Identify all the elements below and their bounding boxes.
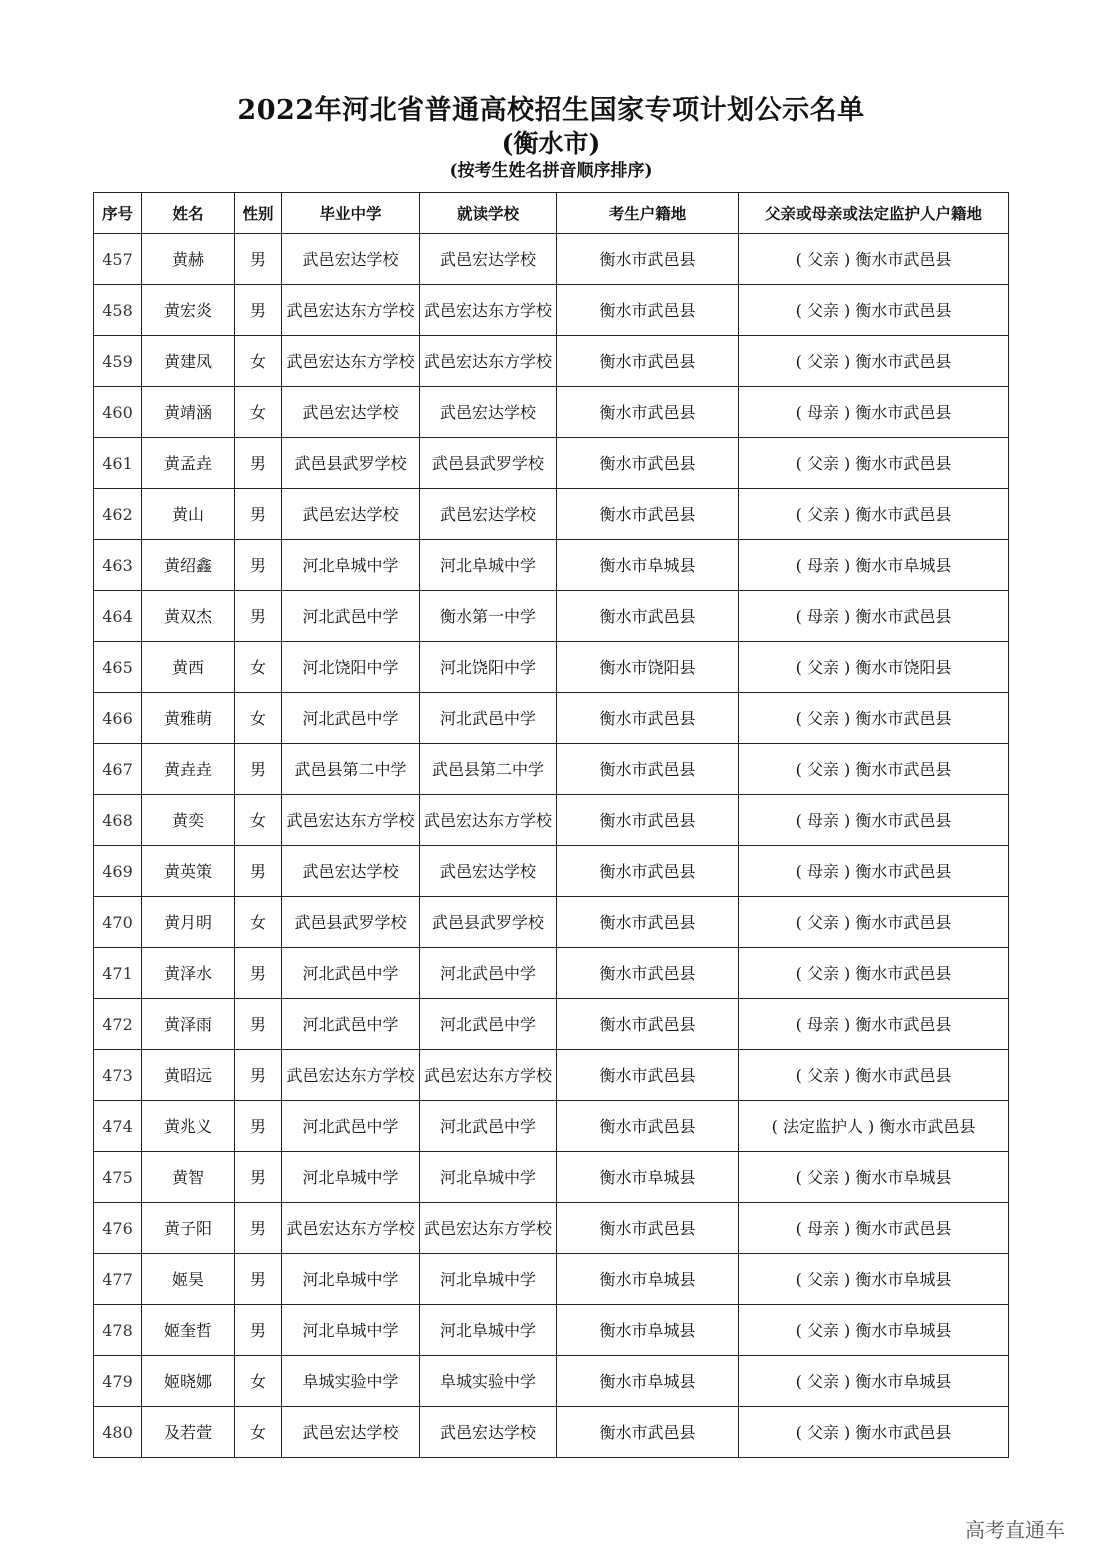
name-cell: 黄双杰 [142, 591, 235, 642]
gender-cell: 女 [235, 897, 282, 948]
guardian-residence-cell: ( 父亲 ) 衡水市武邑县 [739, 336, 1009, 387]
current-school-cell: 河北阜城中学 [420, 540, 557, 591]
student-residence-cell: 衡水市武邑县 [557, 591, 739, 642]
guardian-residence-cell: ( 父亲 ) 衡水市武邑县 [739, 1407, 1009, 1458]
current-school-cell: 武邑县武罗学校 [420, 438, 557, 489]
student-residence-cell: 衡水市武邑县 [557, 1407, 739, 1458]
guardian-residence-cell: ( 父亲 ) 衡水市阜城县 [739, 1254, 1009, 1305]
table-row [94, 234, 1009, 285]
current-school-cell: 河北阜城中学 [420, 1152, 557, 1203]
student-residence-cell: 衡水市饶阳县 [557, 642, 739, 693]
graduation-school-cell: 河北阜城中学 [282, 1152, 420, 1203]
graduation-school-cell: 武邑宏达东方学校 [282, 336, 420, 387]
current-school-cell: 河北武邑中学 [420, 693, 557, 744]
seq-cell: 459 [94, 336, 142, 387]
name-cell: 黄宏炎 [142, 285, 235, 336]
current-school-cell: 武邑宏达东方学校 [420, 336, 557, 387]
table-row [94, 489, 1009, 540]
name-cell: 黄垚垚 [142, 744, 235, 795]
student-residence-cell: 衡水市阜城县 [557, 1356, 739, 1407]
seq-cell: 457 [94, 234, 142, 285]
student-residence-cell: 衡水市武邑县 [557, 1101, 739, 1152]
name-cell: 及若萱 [142, 1407, 235, 1458]
gender-cell: 男 [235, 744, 282, 795]
current-school-cell: 阜城实验中学 [420, 1356, 557, 1407]
student-residence-cell: 衡水市武邑县 [557, 234, 739, 285]
current-school-cell: 河北饶阳中学 [420, 642, 557, 693]
seq-cell: 475 [94, 1152, 142, 1203]
guardian-residence-cell: ( 母亲 ) 衡水市武邑县 [739, 846, 1009, 897]
current-school-cell: 河北武邑中学 [420, 999, 557, 1050]
guardian-residence-cell: ( 父亲 ) 衡水市饶阳县 [739, 642, 1009, 693]
student-residence-cell: 衡水市武邑县 [557, 1050, 739, 1101]
watermark: 高考直通车 [965, 1518, 1065, 1542]
table-row [94, 1203, 1009, 1254]
table-row [94, 1407, 1009, 1458]
student-residence-cell: 衡水市阜城县 [557, 1305, 739, 1356]
name-cell: 黄泽雨 [142, 999, 235, 1050]
table-row [94, 591, 1009, 642]
header-name: 姓名 [142, 193, 235, 234]
current-school-cell: 河北武邑中学 [420, 948, 557, 999]
guardian-residence-cell: ( 父亲 ) 衡水市武邑县 [739, 489, 1009, 540]
gender-cell: 女 [235, 336, 282, 387]
guardian-residence-cell: ( 父亲 ) 衡水市武邑县 [739, 1050, 1009, 1101]
header-current-school: 就读学校 [420, 193, 557, 234]
current-school-cell: 武邑宏达学校 [420, 489, 557, 540]
table-row [94, 285, 1009, 336]
current-school-cell: 河北阜城中学 [420, 1254, 557, 1305]
current-school-cell: 武邑宏达东方学校 [420, 1050, 557, 1101]
graduation-school-cell: 武邑宏达学校 [282, 1407, 420, 1458]
gender-cell: 女 [235, 795, 282, 846]
seq-cell: 479 [94, 1356, 142, 1407]
student-residence-cell: 衡水市阜城县 [557, 1152, 739, 1203]
seq-cell: 468 [94, 795, 142, 846]
name-cell: 黄山 [142, 489, 235, 540]
gender-cell: 男 [235, 540, 282, 591]
graduation-school-cell: 武邑宏达东方学校 [282, 285, 420, 336]
graduation-school-cell: 武邑宏达东方学校 [282, 795, 420, 846]
table-row [94, 336, 1009, 387]
student-residence-cell: 衡水市武邑县 [557, 795, 739, 846]
gender-cell: 女 [235, 1356, 282, 1407]
name-cell: 黄建凤 [142, 336, 235, 387]
guardian-residence-cell: ( 父亲 ) 衡水市武邑县 [739, 438, 1009, 489]
student-residence-cell: 衡水市武邑县 [557, 438, 739, 489]
header-guardian-residence: 父亲或母亲或法定监护人户籍地 [739, 193, 1009, 234]
gender-cell: 女 [235, 693, 282, 744]
gender-cell: 男 [235, 591, 282, 642]
table-row [94, 438, 1009, 489]
current-school-cell: 武邑宏达东方学校 [420, 1203, 557, 1254]
guardian-residence-cell: ( 母亲 ) 衡水市武邑县 [739, 999, 1009, 1050]
table-row [94, 642, 1009, 693]
gender-cell: 男 [235, 438, 282, 489]
guardian-residence-cell: ( 父亲 ) 衡水市阜城县 [739, 1356, 1009, 1407]
name-cell: 黄西 [142, 642, 235, 693]
guardian-residence-cell: ( 法定监护人 ) 衡水市武邑县 [739, 1101, 1009, 1152]
student-residence-cell: 衡水市武邑县 [557, 336, 739, 387]
seq-cell: 462 [94, 489, 142, 540]
guardian-residence-cell: ( 母亲 ) 衡水市武邑县 [739, 591, 1009, 642]
seq-cell: 474 [94, 1101, 142, 1152]
name-cell: 黄智 [142, 1152, 235, 1203]
table-row [94, 693, 1009, 744]
table-row [94, 1305, 1009, 1356]
guardian-residence-cell: ( 父亲 ) 衡水市武邑县 [739, 948, 1009, 999]
student-residence-cell: 衡水市阜城县 [557, 1254, 739, 1305]
table-row [94, 1254, 1009, 1305]
student-residence-cell: 衡水市武邑县 [557, 285, 739, 336]
graduation-school-cell: 阜城实验中学 [282, 1356, 420, 1407]
gender-cell: 男 [235, 234, 282, 285]
gender-cell: 女 [235, 387, 282, 438]
current-school-cell: 武邑县第二中学 [420, 744, 557, 795]
table-header-row [94, 193, 1009, 234]
graduation-school-cell: 河北武邑中学 [282, 999, 420, 1050]
name-cell: 姬奎哲 [142, 1305, 235, 1356]
seq-cell: 461 [94, 438, 142, 489]
current-school-cell: 武邑宏达学校 [420, 234, 557, 285]
name-cell: 黄孟垚 [142, 438, 235, 489]
student-residence-cell: 衡水市武邑县 [557, 1203, 739, 1254]
guardian-residence-cell: ( 母亲 ) 衡水市武邑县 [739, 387, 1009, 438]
table-row [94, 540, 1009, 591]
table-row [94, 1101, 1009, 1152]
table-row [94, 795, 1009, 846]
graduation-school-cell: 河北饶阳中学 [282, 642, 420, 693]
graduation-school-cell: 武邑宏达学校 [282, 234, 420, 285]
current-school-cell: 河北阜城中学 [420, 1305, 557, 1356]
student-residence-cell: 衡水市武邑县 [557, 693, 739, 744]
seq-cell: 478 [94, 1305, 142, 1356]
gender-cell: 男 [235, 1203, 282, 1254]
name-cell: 黄兆义 [142, 1101, 235, 1152]
student-residence-cell: 衡水市武邑县 [557, 387, 739, 438]
student-residence-cell: 衡水市武邑县 [557, 489, 739, 540]
student-residence-cell: 衡水市阜城县 [557, 540, 739, 591]
table-body [94, 234, 1009, 1458]
name-cell: 黄赫 [142, 234, 235, 285]
graduation-school-cell: 河北武邑中学 [282, 591, 420, 642]
guardian-residence-cell: ( 父亲 ) 衡水市阜城县 [739, 1305, 1009, 1356]
table-row [94, 846, 1009, 897]
table-row [94, 1356, 1009, 1407]
current-school-cell: 河北武邑中学 [420, 1101, 557, 1152]
seq-cell: 464 [94, 591, 142, 642]
gender-cell: 男 [235, 1101, 282, 1152]
sort-order-note: (按考生姓名拼音顺序排序) [449, 161, 653, 181]
current-school-cell: 武邑宏达学校 [420, 1407, 557, 1458]
gender-cell: 男 [235, 948, 282, 999]
header-graduation-school: 毕业中学 [282, 193, 420, 234]
current-school-cell: 武邑宏达东方学校 [420, 795, 557, 846]
graduation-school-cell: 武邑宏达学校 [282, 489, 420, 540]
graduation-school-cell: 武邑宏达东方学校 [282, 1050, 420, 1101]
gender-cell: 男 [235, 1152, 282, 1203]
table-row [94, 1152, 1009, 1203]
name-cell: 黄子阳 [142, 1203, 235, 1254]
current-school-cell: 武邑宏达东方学校 [420, 285, 557, 336]
current-school-cell: 武邑县武罗学校 [420, 897, 557, 948]
table-row [94, 999, 1009, 1050]
guardian-residence-cell: ( 父亲 ) 衡水市阜城县 [739, 1152, 1009, 1203]
table-row [94, 948, 1009, 999]
header-gender: 性别 [235, 193, 282, 234]
graduation-school-cell: 河北阜城中学 [282, 1254, 420, 1305]
name-cell: 黄雅萌 [142, 693, 235, 744]
name-cell: 黄靖涵 [142, 387, 235, 438]
seq-cell: 473 [94, 1050, 142, 1101]
guardian-residence-cell: ( 父亲 ) 衡水市武邑县 [739, 285, 1009, 336]
graduation-school-cell: 河北阜城中学 [282, 1305, 420, 1356]
name-cell: 黄英策 [142, 846, 235, 897]
table-row [94, 897, 1009, 948]
graduation-school-cell: 河北武邑中学 [282, 1101, 420, 1152]
gender-cell: 女 [235, 1407, 282, 1458]
guardian-residence-cell: ( 母亲 ) 衡水市阜城县 [739, 540, 1009, 591]
gender-cell: 女 [235, 642, 282, 693]
name-cell: 姬晓娜 [142, 1356, 235, 1407]
name-cell: 黄月明 [142, 897, 235, 948]
gender-cell: 男 [235, 1050, 282, 1101]
current-school-cell: 武邑宏达学校 [420, 846, 557, 897]
table-row [94, 387, 1009, 438]
guardian-residence-cell: ( 母亲 ) 衡水市武邑县 [739, 1203, 1009, 1254]
graduation-school-cell: 河北武邑中学 [282, 948, 420, 999]
student-residence-cell: 衡水市武邑县 [557, 948, 739, 999]
gender-cell: 男 [235, 1254, 282, 1305]
guardian-residence-cell: ( 父亲 ) 衡水市武邑县 [739, 693, 1009, 744]
gender-cell: 男 [235, 846, 282, 897]
current-school-cell: 武邑宏达学校 [420, 387, 557, 438]
name-cell: 黄绍鑫 [142, 540, 235, 591]
name-cell: 黄奕 [142, 795, 235, 846]
graduation-school-cell: 武邑宏达学校 [282, 387, 420, 438]
seq-cell: 458 [94, 285, 142, 336]
name-cell: 黄昭远 [142, 1050, 235, 1101]
table-row [94, 1050, 1009, 1101]
seq-cell: 470 [94, 897, 142, 948]
table-row [94, 744, 1009, 795]
student-residence-cell: 衡水市武邑县 [557, 999, 739, 1050]
graduation-school-cell: 武邑宏达东方学校 [282, 1203, 420, 1254]
header-seq: 序号 [94, 193, 142, 234]
name-cell: 黄泽水 [142, 948, 235, 999]
graduation-school-cell: 武邑宏达学校 [282, 846, 420, 897]
gender-cell: 男 [235, 489, 282, 540]
graduation-school-cell: 河北阜城中学 [282, 540, 420, 591]
guardian-residence-cell: ( 父亲 ) 衡水市武邑县 [739, 897, 1009, 948]
seq-cell: 467 [94, 744, 142, 795]
seq-cell: 476 [94, 1203, 142, 1254]
gender-cell: 男 [235, 999, 282, 1050]
graduation-school-cell: 武邑县第二中学 [282, 744, 420, 795]
guardian-residence-cell: ( 母亲 ) 衡水市武邑县 [739, 795, 1009, 846]
admission-roster-table [93, 192, 1009, 1458]
graduation-school-cell: 武邑县武罗学校 [282, 897, 420, 948]
gender-cell: 男 [235, 1305, 282, 1356]
graduation-school-cell: 河北武邑中学 [282, 693, 420, 744]
student-residence-cell: 衡水市武邑县 [557, 897, 739, 948]
seq-cell: 463 [94, 540, 142, 591]
guardian-residence-cell: ( 父亲 ) 衡水市武邑县 [739, 234, 1009, 285]
seq-cell: 480 [94, 1407, 142, 1458]
current-school-cell: 衡水第一中学 [420, 591, 557, 642]
name-cell: 姬昊 [142, 1254, 235, 1305]
student-residence-cell: 衡水市武邑县 [557, 846, 739, 897]
document-title: 2022年河北省普通高校招生国家专项计划公示名单 [237, 95, 865, 126]
seq-cell: 471 [94, 948, 142, 999]
seq-cell: 469 [94, 846, 142, 897]
seq-cell: 472 [94, 999, 142, 1050]
guardian-residence-cell: ( 父亲 ) 衡水市武邑县 [739, 744, 1009, 795]
graduation-school-cell: 武邑县武罗学校 [282, 438, 420, 489]
seq-cell: 477 [94, 1254, 142, 1305]
header-student-residence: 考生户籍地 [557, 193, 739, 234]
document-subtitle: (衡水市) [501, 129, 601, 158]
seq-cell: 466 [94, 693, 142, 744]
seq-cell: 460 [94, 387, 142, 438]
seq-cell: 465 [94, 642, 142, 693]
gender-cell: 男 [235, 285, 282, 336]
student-residence-cell: 衡水市武邑县 [557, 744, 739, 795]
